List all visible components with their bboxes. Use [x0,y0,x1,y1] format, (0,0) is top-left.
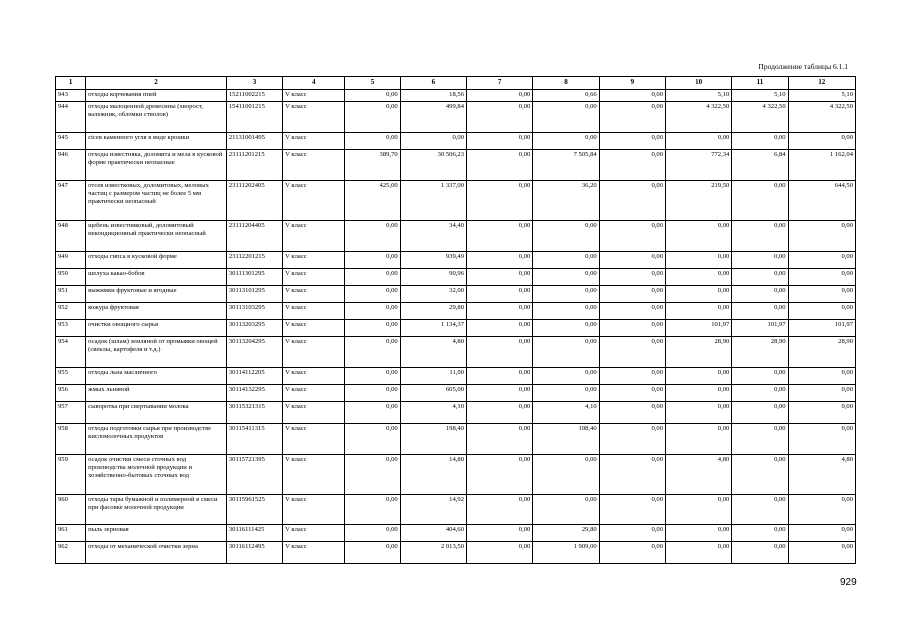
table-caption: Продолжение таблицы 6.1.1 [758,62,848,71]
table-cell: 0,00 [732,455,788,495]
table-cell: 0,00 [599,320,665,337]
table-cell: 0,00 [732,252,788,269]
table-cell: 0,00 [599,90,665,102]
table-cell: 0,00 [599,150,665,181]
table-cell: осадок (шлам) земляной от промывки овощей (свеклы, картофеля и т.д.) [86,337,227,368]
column-header: 7 [467,77,533,90]
table-cell: 0,00 [345,402,400,424]
page-number: 929 [840,577,857,588]
table-cell: 4 322,50 [788,102,855,133]
table-cell: 18,56 [400,90,466,102]
table-cell: 0,00 [788,525,855,542]
table-cell: 1 909,00 [533,542,599,564]
table-cell: 90,96 [400,269,466,286]
table-cell: V класс [283,252,345,269]
table-row [56,320,856,337]
table-cell: 0,00 [788,252,855,269]
table-cell: 23111201215 [226,150,282,181]
column-header: 8 [533,77,599,90]
table-cell: 15211002215 [226,90,282,102]
table-cell: 0,00 [599,495,665,525]
table-cell: 0,00 [467,102,533,133]
table-cell: 1 134,37 [400,320,466,337]
table-cell: 30 506,23 [400,150,466,181]
table-cell: 23112201215 [226,252,282,269]
table-cell: 939,49 [400,252,466,269]
table-cell: 0,00 [732,181,788,221]
table-cell: выжимки фруктовые и ягодные [86,286,227,303]
table-cell: 30116111425 [226,525,282,542]
table-cell: 32,00 [400,286,466,303]
table-cell: 404,60 [400,525,466,542]
table-cell: 0,00 [467,221,533,252]
table-cell: 0,00 [345,269,400,286]
table-cell: 945 [56,133,86,150]
table-cell: 30113101295 [226,286,282,303]
table-cell: отходы гипса в кусковой форме [86,252,227,269]
table-cell: 0,00 [467,286,533,303]
column-header: 2 [86,77,227,90]
table-cell: V класс [283,525,345,542]
table-cell: 0,00 [599,385,665,402]
table-cell: 4,80 [788,455,855,495]
table-cell: 0,00 [467,455,533,495]
table-cell: 644,50 [788,181,855,221]
table-row [56,455,856,495]
table-cell: V класс [283,495,345,525]
table-cell: 0,00 [666,402,732,424]
table-cell: 0,00 [666,424,732,455]
table-cell: очистки овощного сырья [86,320,227,337]
table-cell: 0,00 [732,269,788,286]
table-row [56,221,856,252]
table-cell: 950 [56,269,86,286]
table-cell: V класс [283,221,345,252]
table-cell: 0,00 [467,542,533,564]
table-row [56,303,856,320]
column-header: 12 [788,77,855,90]
table-cell: 0,00 [467,385,533,402]
table-cell: 0,00 [533,303,599,320]
table-cell: 955 [56,368,86,385]
table-cell: 29,80 [533,525,599,542]
table-cell: 0,00 [533,320,599,337]
column-header: 3 [226,77,282,90]
table-cell: 0,00 [467,320,533,337]
table-cell: 28,90 [732,337,788,368]
table-row [56,495,856,525]
table-cell: 954 [56,337,86,368]
table-cell: 0,00 [533,221,599,252]
table-cell: 4,80 [400,337,466,368]
table-cell: 101,97 [732,320,788,337]
table-cell: 15411001215 [226,102,282,133]
table-row [56,133,856,150]
table-cell: отходы от механической очистки зерна [86,542,227,564]
table-cell: 0,00 [732,542,788,564]
table-cell: сtсев каменного угля в виде крошки [86,133,227,150]
table-cell: 0,00 [467,150,533,181]
table-row [56,424,856,455]
table-cell: 953 [56,320,86,337]
table-cell: 0,00 [345,221,400,252]
table-cell: 1 337,00 [400,181,466,221]
table-cell: 0,00 [467,269,533,286]
table-row [56,385,856,402]
table-cell: щебень известняковый, доломитовый некондиционный практически неопасный [86,221,227,252]
table-cell: 0,00 [345,385,400,402]
table-cell: 949 [56,252,86,269]
table-cell: 101,97 [666,320,732,337]
table-cell: 14,80 [400,455,466,495]
column-header: 1 [56,77,86,90]
table-cell: кожура фруктовая [86,303,227,320]
table-cell: 0,00 [599,133,665,150]
table-cell: 0,00 [533,102,599,133]
table-cell: 961 [56,525,86,542]
table-cell: 5,10 [788,90,855,102]
table-cell: 0,00 [666,368,732,385]
table-cell: 958 [56,424,86,455]
table-cell: 30113204295 [226,337,282,368]
column-header: 5 [345,77,400,90]
table-cell: 0,00 [732,286,788,303]
table-row [56,286,856,303]
column-header: 10 [666,77,732,90]
table-cell: 0,00 [599,337,665,368]
table-cell: 0,00 [788,495,855,525]
table-cell: 0,00 [599,286,665,303]
table-cell: 30115321315 [226,402,282,424]
table-cell: 0,00 [788,303,855,320]
table-cell: 0,00 [345,455,400,495]
table-cell: 957 [56,402,86,424]
table-cell: 0,00 [345,90,400,102]
table-cell: 0,00 [533,495,599,525]
table-cell: 0,00 [599,542,665,564]
table-cell: 0,00 [788,424,855,455]
table-cell: 0,00 [345,102,400,133]
table-cell: V класс [283,320,345,337]
table-cell: V класс [283,181,345,221]
table-cell: 2 013,50 [400,542,466,564]
table-header-row [56,77,856,90]
table-cell: 946 [56,150,86,181]
table-cell: 952 [56,303,86,320]
table-cell: 0,00 [732,402,788,424]
table-cell: осадок очистки смеси сточных вод производства молочной продукции и хозяйственно-бытовых сточных вод [86,455,227,495]
table-cell: 389,70 [345,150,400,181]
table-cell: 36,20 [533,181,599,221]
table-cell: 30114112205 [226,368,282,385]
table-cell: 0,00 [400,133,466,150]
table-cell: 0,00 [599,368,665,385]
table-cell: 0,00 [666,286,732,303]
table-cell: 0,00 [599,402,665,424]
table-cell: 23111202405 [226,181,282,221]
table-cell: 499,84 [400,102,466,133]
table-cell: 34,40 [400,221,466,252]
table-cell: 425,00 [345,181,400,221]
table-cell: 4,80 [666,455,732,495]
table-cell: 0,00 [666,495,732,525]
table-cell: 0,00 [788,402,855,424]
table-cell: V класс [283,424,345,455]
table-cell: 0,00 [467,424,533,455]
table-row [56,150,856,181]
table-cell: 4,10 [533,402,599,424]
table-cell: отсев известковых, доломитовых, меловых частиц с размером частиц не более 5 мм практически неопасный [86,181,227,221]
table-row [56,402,856,424]
table-cell: 30115411315 [226,424,282,455]
table-row [56,90,856,102]
table-cell: жмых льняной [86,385,227,402]
table-cell: 30115961525 [226,495,282,525]
table-cell: V класс [283,402,345,424]
table-cell: 0,00 [666,525,732,542]
table-cell: 1 162,04 [788,150,855,181]
table-cell: 0,00 [533,252,599,269]
table-cell: 0,00 [788,269,855,286]
table-cell: 0,66 [533,90,599,102]
table-cell: 0,00 [533,286,599,303]
table-cell: отходы льна масличного [86,368,227,385]
table-cell: 0,00 [788,286,855,303]
table-cell: сыворотка при свертывании молока [86,402,227,424]
table-cell: 0,00 [666,221,732,252]
table-cell: 0,00 [599,221,665,252]
table-cell: 21131001495 [226,133,282,150]
table-cell: 0,00 [666,385,732,402]
table-cell: 0,00 [533,385,599,402]
table-cell: 0,00 [732,424,788,455]
table-cell: 0,00 [788,133,855,150]
table-row [56,368,856,385]
table-cell: V класс [283,286,345,303]
table-cell: 0,00 [533,337,599,368]
table-cell: V класс [283,269,345,286]
table-cell: 28,90 [666,337,732,368]
column-header: 9 [599,77,665,90]
table-cell: 29,80 [400,303,466,320]
table-cell: 0,00 [467,181,533,221]
table-cell: 0,00 [533,455,599,495]
table-cell: 30111301295 [226,269,282,286]
table-cell: отходы подготовки сырья при производстве кисломолочных продуктов [86,424,227,455]
table-cell: 0,00 [666,269,732,286]
table-cell: 30113103295 [226,303,282,320]
table-cell: 0,00 [345,286,400,303]
waste-table [55,76,856,564]
table-cell: 0,00 [345,133,400,150]
table-cell: 0,00 [666,133,732,150]
table-cell: 0,00 [599,525,665,542]
column-header: 6 [400,77,466,90]
column-header: 11 [732,77,788,90]
table-cell: 943 [56,90,86,102]
table-cell: 30115721395 [226,455,282,495]
table-row [56,269,856,286]
table-cell: отходы тары бумажной и полимерной в смеси при фасовке молочной продукции [86,495,227,525]
table-cell: V класс [283,303,345,320]
table-cell: 959 [56,455,86,495]
table-cell: 0,00 [666,252,732,269]
table-row [56,252,856,269]
table-cell: 0,00 [732,525,788,542]
table-cell: 0,00 [732,368,788,385]
table-cell: 0,00 [345,368,400,385]
table-cell: 0,00 [732,495,788,525]
table-cell: 0,00 [732,385,788,402]
table-cell: 0,00 [533,368,599,385]
table-cell: V класс [283,337,345,368]
table-cell: 947 [56,181,86,221]
table-row [56,542,856,564]
table-cell: 0,00 [467,368,533,385]
table-cell: 101,97 [788,320,855,337]
column-header: 4 [283,77,345,90]
table-cell: 30113203295 [226,320,282,337]
table-cell: 0,00 [599,269,665,286]
table-cell: 772,34 [666,150,732,181]
table-cell: 956 [56,385,86,402]
table-cell: 0,00 [345,337,400,368]
table-cell: 0,00 [467,525,533,542]
table-cell: 14,92 [400,495,466,525]
table-cell: 0,00 [467,402,533,424]
table-cell: шелуха какао-бобов [86,269,227,286]
table-cell: 7 505,84 [533,150,599,181]
table-cell: 4 322,50 [732,102,788,133]
table-cell: 0,00 [788,221,855,252]
table-cell: пыль зерновая [86,525,227,542]
table-cell: 0,00 [467,133,533,150]
table-cell: 5,10 [732,90,788,102]
table-cell: 0,00 [788,385,855,402]
table-cell: 0,00 [467,90,533,102]
table-cell: 0,00 [599,102,665,133]
table-cell: 28,90 [788,337,855,368]
table-row [56,181,856,221]
table-cell: V класс [283,133,345,150]
table-cell: 944 [56,102,86,133]
table-cell: 0,00 [788,542,855,564]
table-cell: 960 [56,495,86,525]
table-cell: 0,00 [533,269,599,286]
table-cell: V класс [283,90,345,102]
table-cell: 0,00 [345,252,400,269]
table-cell: 0,00 [345,525,400,542]
table-cell: 0,00 [599,252,665,269]
table-cell: 0,00 [467,252,533,269]
table-cell: 0,00 [599,455,665,495]
table-cell: 6,84 [732,150,788,181]
table-cell: 0,00 [732,303,788,320]
table-cell: 198,40 [533,424,599,455]
table-cell: 0,00 [599,424,665,455]
table-row [56,102,856,133]
table-cell: отходы известняка, доломита и мела в кусковой форме практически неопасные [86,150,227,181]
table-cell: 0,00 [467,303,533,320]
table-cell: 0,00 [533,133,599,150]
table-cell: 962 [56,542,86,564]
table-row [56,525,856,542]
table-cell: 0,00 [599,181,665,221]
table-cell: 30114132295 [226,385,282,402]
table-cell: 0,00 [666,303,732,320]
table-row [56,337,856,368]
table-cell: 0,00 [467,495,533,525]
table-cell: 198,40 [400,424,466,455]
table-cell: 0,00 [345,424,400,455]
table-cell: V класс [283,102,345,133]
table-cell: 0,00 [788,368,855,385]
table-cell: 0,00 [732,221,788,252]
table-cell: 605,00 [400,385,466,402]
table-cell: 0,00 [467,337,533,368]
table-cell: 219,50 [666,181,732,221]
table-cell: 4,10 [400,402,466,424]
table-cell: 0,00 [345,303,400,320]
table-cell: отходы корчевания пней [86,90,227,102]
table-cell: 23111204405 [226,221,282,252]
table-cell: 0,00 [345,495,400,525]
table-cell: 5,10 [666,90,732,102]
table-cell: V класс [283,385,345,402]
table-cell: 30116112495 [226,542,282,564]
table-cell: отходы малоценной древесины (хворост, валежник, обломки стволов) [86,102,227,133]
table-cell: 948 [56,221,86,252]
table-cell: 0,00 [345,542,400,564]
table-cell: 0,00 [666,542,732,564]
table-cell: V класс [283,368,345,385]
table-cell: V класс [283,455,345,495]
table-cell: 0,00 [345,320,400,337]
table-cell: V класс [283,150,345,181]
table-cell: 0,00 [732,133,788,150]
table-cell: 951 [56,286,86,303]
table-cell: V класс [283,542,345,564]
table-cell: 0,00 [599,303,665,320]
table-cell: 4 322,50 [666,102,732,133]
table-cell: 11,00 [400,368,466,385]
